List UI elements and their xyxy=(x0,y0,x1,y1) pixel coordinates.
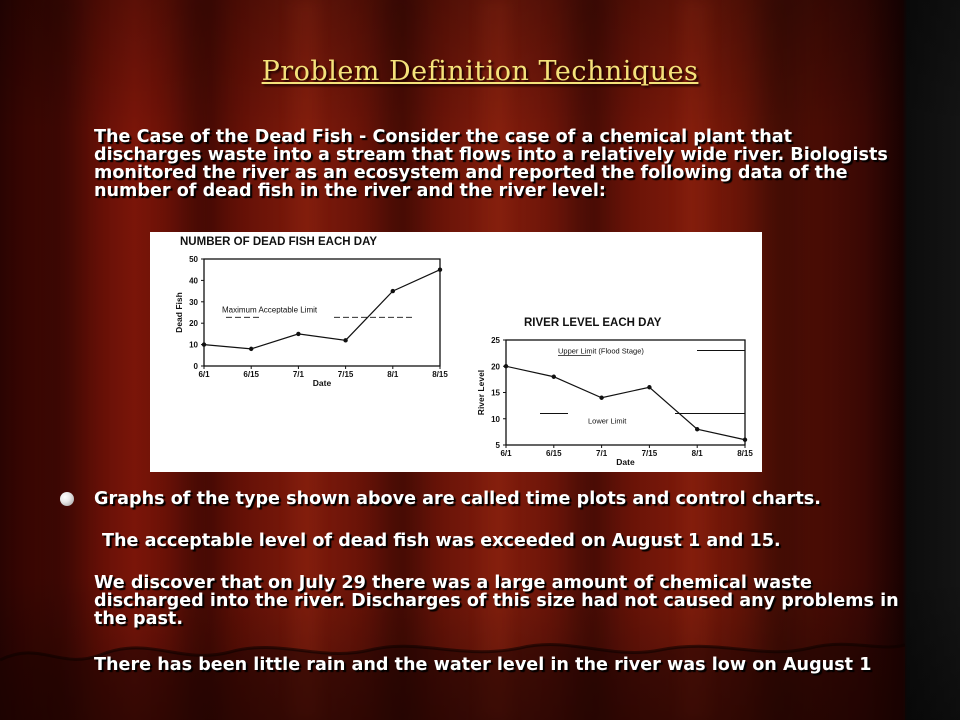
level-data-point xyxy=(552,375,556,379)
level-lower-limit-label: Lower Limit xyxy=(588,416,627,426)
level-data-point xyxy=(743,438,747,442)
fish-x-tick-label: 7/1 xyxy=(292,370,304,379)
level-y-tick-label: 5 xyxy=(495,441,500,450)
level-chart-title: RIVER LEVEL EACH DAY xyxy=(524,317,662,329)
fish-x-tick-label: 6/15 xyxy=(243,370,259,379)
bullet-text: Graphs of the type shown above are called time plots and control charts. xyxy=(94,489,821,509)
level-x-tick-label: 7/1 xyxy=(596,449,608,458)
intro-paragraph: The Case of the Dead Fish - Consider the case of a chemical plant that discharges waste into a stream that flows into a relatively wide river. Biologists monitored the river as an ecosystem and reported the following data of the number of dead fish in the river and the river level: xyxy=(94,127,888,201)
discovery-paragraph: We discover that on July 29 there was a large amount of chemical waste discharged into the river. Discharges of this size had not caused any problems in the past. xyxy=(94,573,899,629)
level-x-tick-label: 8/1 xyxy=(691,449,703,458)
level-data-point xyxy=(695,427,699,431)
rain-paragraph: There has been little rain and the water level in the river was low on August 1 xyxy=(94,655,872,675)
fish-data-point xyxy=(438,268,442,272)
level-y-axis-label: River Level xyxy=(476,369,486,416)
level-data-point xyxy=(504,364,508,368)
fish-x-tick-label: 6/1 xyxy=(198,370,210,379)
bullet-icon xyxy=(60,492,74,506)
fish-y-tick-label: 10 xyxy=(189,340,198,350)
level-x-tick-label: 7/15 xyxy=(641,449,658,458)
level-x-axis-label: Date xyxy=(616,457,635,467)
level-upper-limit-label: Upper Limit (Flood Stage) xyxy=(558,346,644,356)
fish-y-tick-label: 50 xyxy=(189,255,198,264)
fish-max-limit-label: Maximum Acceptable Limit xyxy=(222,305,318,315)
curtain-fringe xyxy=(0,630,905,720)
slide-title: Problem Definition Techniques xyxy=(261,56,699,87)
fish-y-tick-label: 30 xyxy=(189,297,198,307)
level-y-tick-label: 25 xyxy=(491,336,500,345)
fish-x-tick-label: 8/1 xyxy=(387,370,399,379)
level-x-tick-label: 8/15 xyxy=(737,449,753,458)
fish-data-point xyxy=(202,342,206,346)
fish-data-point xyxy=(296,332,300,336)
level-y-tick-label: 10 xyxy=(491,414,500,424)
finding-paragraph: The acceptable level of dead fish was exceeded on August 1 and 15. xyxy=(102,531,781,551)
fish-data-point xyxy=(391,289,395,293)
fish-y-axis-label: Dead Fish xyxy=(174,292,184,333)
fish-x-tick-label: 8/15 xyxy=(432,370,448,379)
fish-y-tick-label: 0 xyxy=(193,362,198,371)
fish-chart-title: NUMBER OF DEAD FISH EACH DAY xyxy=(180,236,378,248)
level-x-tick-label: 6/1 xyxy=(500,449,512,458)
level-x-tick-label: 6/15 xyxy=(546,449,562,458)
charts-svg xyxy=(150,232,762,472)
fish-data-point xyxy=(249,347,253,351)
level-y-tick-label: 15 xyxy=(491,388,500,398)
level-y-tick-label: 20 xyxy=(491,362,500,372)
level-data-point xyxy=(599,396,603,400)
fish-data-point xyxy=(343,338,347,342)
fish-y-tick-label: 40 xyxy=(189,276,198,286)
fish-y-tick-label: 20 xyxy=(189,319,198,329)
fish-x-axis-label: Date xyxy=(312,378,332,388)
level-series-line xyxy=(506,366,745,440)
charts-figure xyxy=(150,232,762,472)
level-data-point xyxy=(647,385,651,389)
fish-x-tick-label: 7/15 xyxy=(337,370,354,379)
